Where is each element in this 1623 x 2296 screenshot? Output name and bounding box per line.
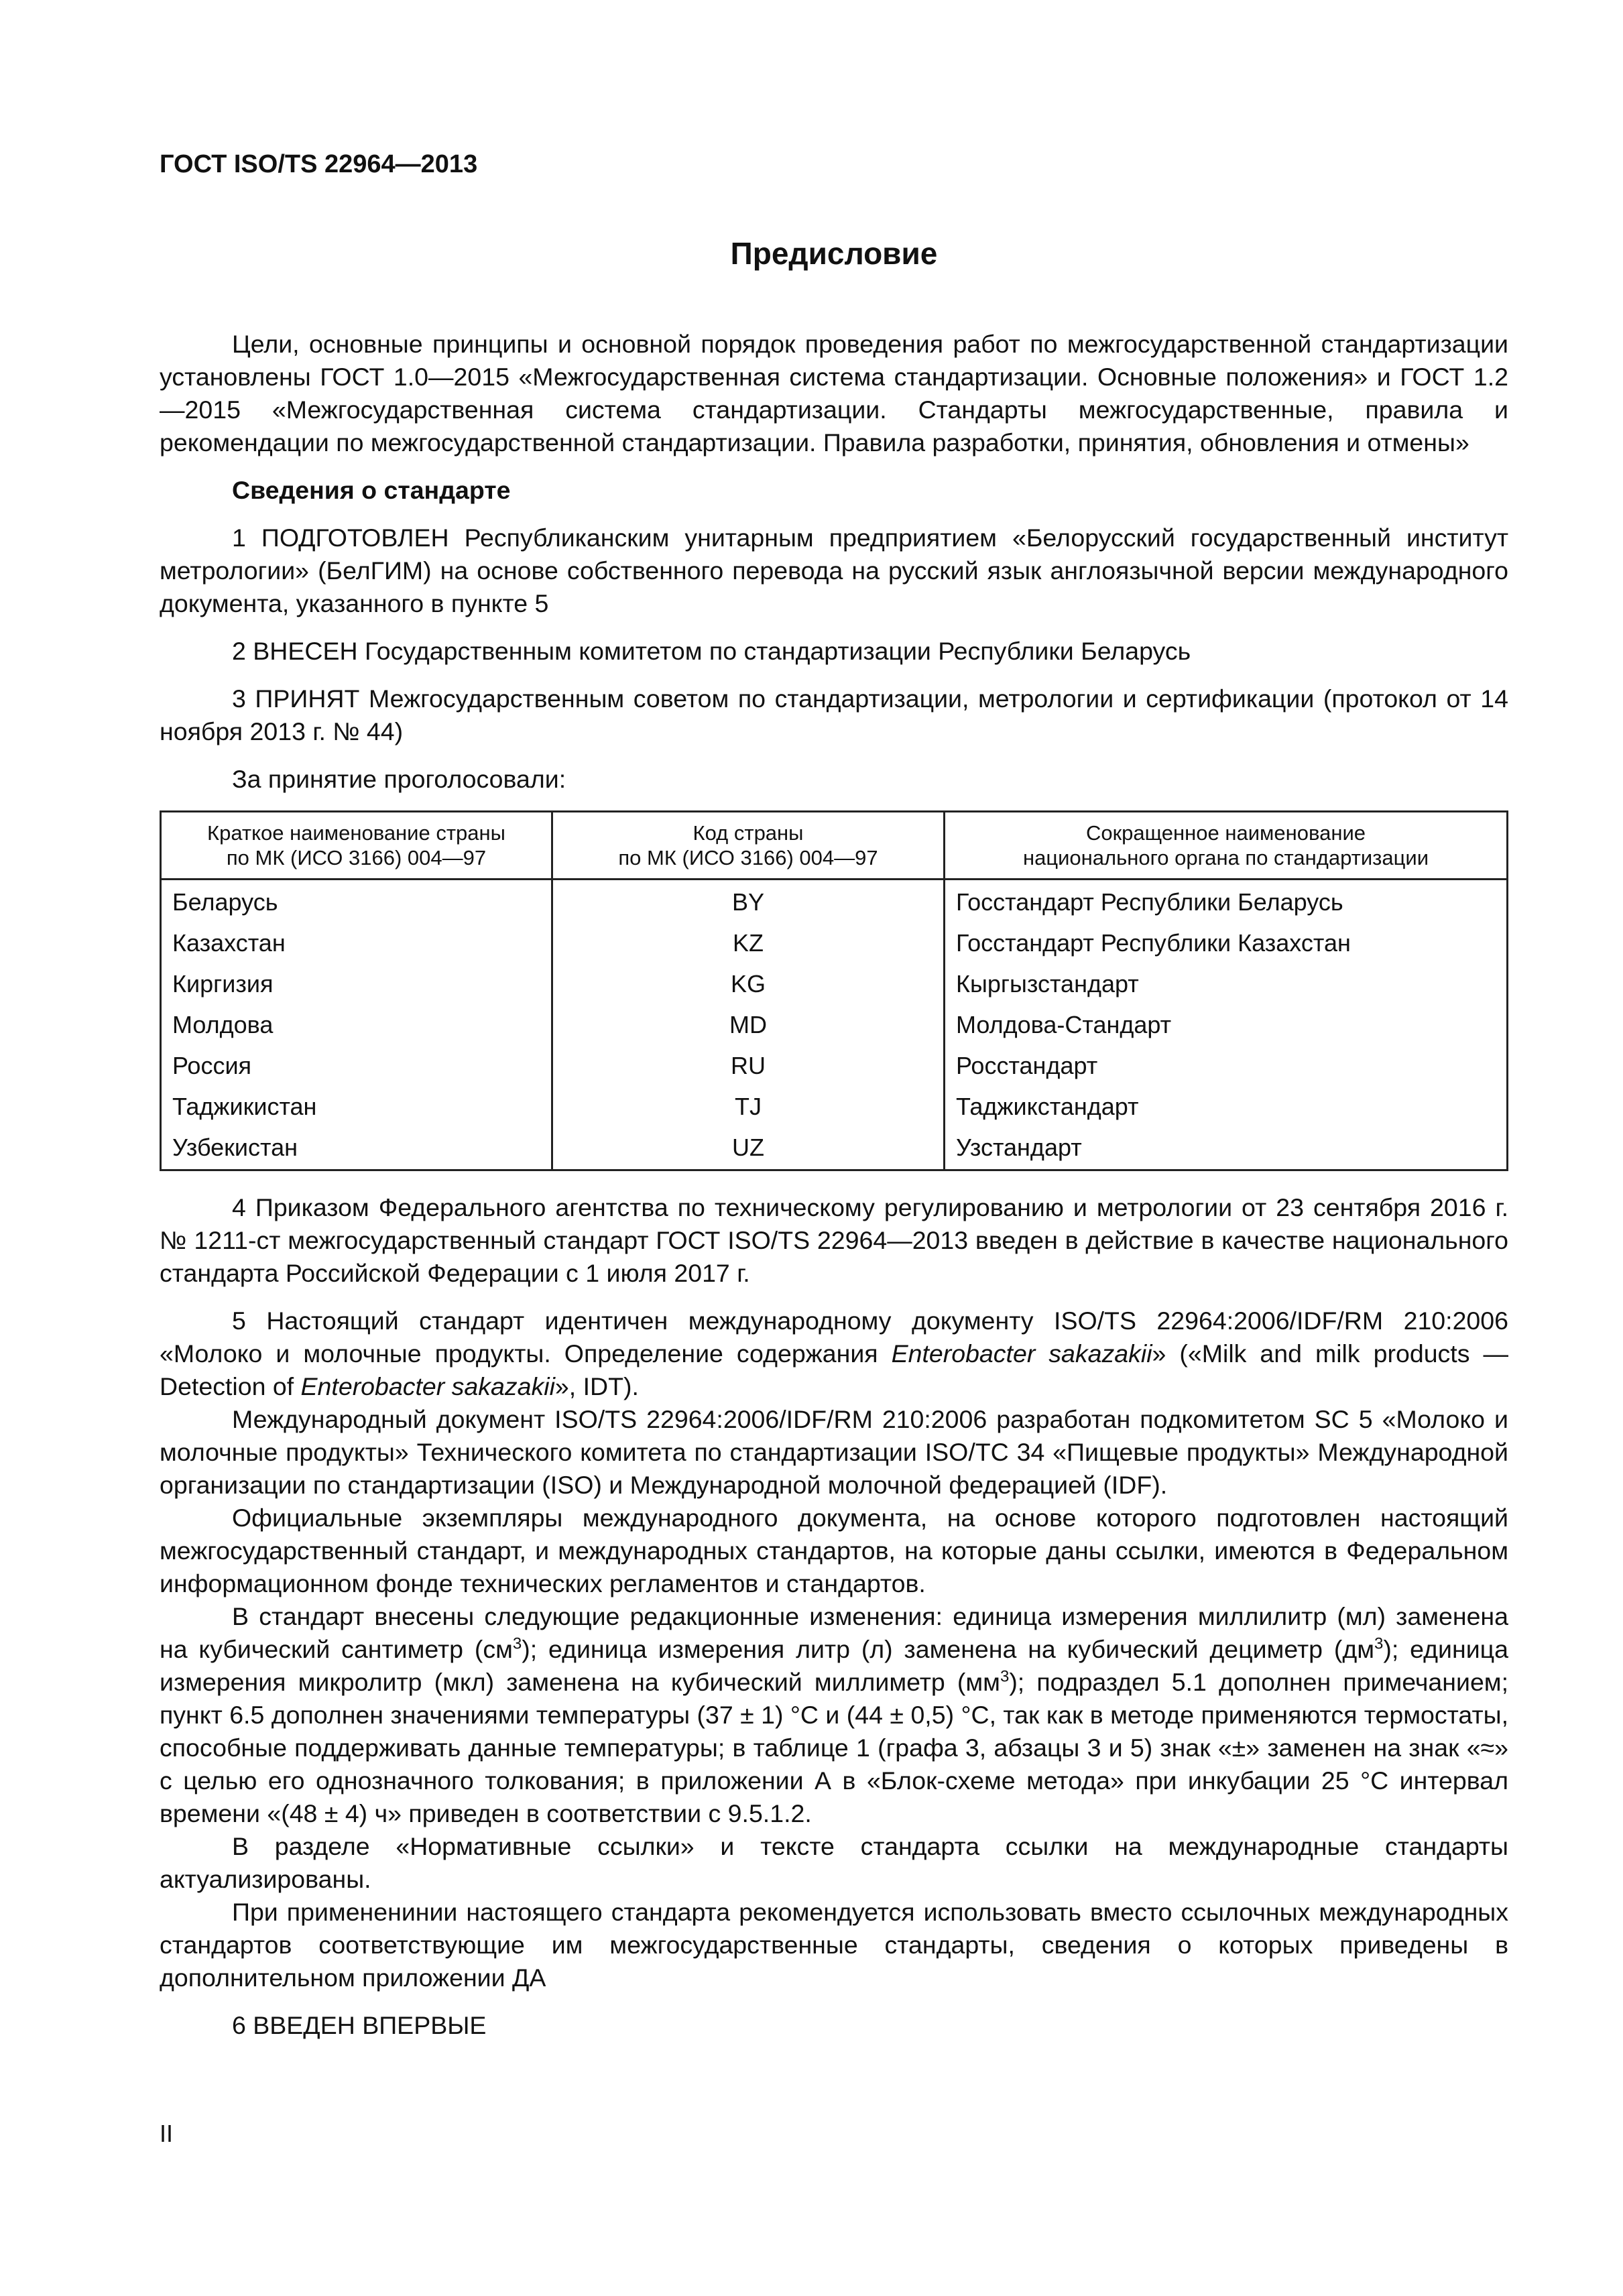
section-heading: Сведения о стандарте bbox=[232, 476, 511, 504]
page-content bbox=[160, 150, 1508, 2042]
item-5-changes-paragraph: В стандарт внесены следующие редакционные изменения: единица измерения миллилитр (мл) заменена на кубический сантиметр $(см^3)$; единица измерения литр (л) заменена на кубический дециметр $(дм^3)$; единица измерения микролитр (мкл) заменена на кубический миллиметр $(мм^3)$; подраздел 5.1 дополнен примечанием; пункт 6.5 дополнен значениями температуры (37 ± 1) °С и (44 ± 0,5) °С, так как в методе применяются термостаты, способные поддерживать данные температуры; в таблице 1 (графа 3, абзацы 3 и 5) знак «±» заменен на знак «≈» с целью его однозначного толкования; в приложении А в «Блок-схеме метода» при инкубации 25 °С интервал времени «(48 ± 4) ч» приведен в соответствии с 9.5.1.2. bbox=[160, 1602, 1508, 1827]
country-cell: Молдова bbox=[161, 1004, 552, 1045]
table-row bbox=[161, 963, 1508, 1004]
code-cell: KG bbox=[552, 963, 945, 1004]
item-4-paragraph: 4 Приказом Федерального агентства по техническому регулированию и метрологии от 23 сентября 2016 г. № 1211-ст межгосударственный стандарт ГОСТ ISO/TS 22964—2013 введен в действие в качестве национального стандарта Российской Федерации с 1 июля 2017 г. bbox=[160, 1193, 1508, 1287]
item-3-paragraph: 3 ПРИНЯТ Межгосударственным советом по стандартизации, метрологии и сертификации (протокол от 14 ноября 2013 г. № 44) bbox=[160, 684, 1508, 745]
code-cell: KZ bbox=[552, 922, 945, 963]
item-5-copies-paragraph: Официальные экземпляры международного документа, на основе которого подготовлен настоящий межгосударственный стандарт, и международных стандартов, на которые даны ссылки, имеются в Федеральном информационном фонде технических регламентов и стандартов. bbox=[160, 1504, 1508, 1597]
standards-body-cell: Госстандарт Республики Казахстан bbox=[945, 922, 1508, 963]
country-cell: Киргизия bbox=[161, 963, 552, 1004]
item-5-references-paragraph: В разделе «Нормативные ссылки» и тексте стандарта ссылки на международные стандарты актуализированы. bbox=[160, 1832, 1508, 1893]
table-header-row bbox=[161, 812, 1508, 880]
vote-label: За принятие проголосовали: bbox=[232, 765, 566, 793]
standards-body-cell: Кыргызстандарт bbox=[945, 963, 1508, 1004]
item-1-paragraph: 1 ПОДГОТОВЛЕН Республиканским унитарным предприятием «Белорусский государственный институт метрологии» (БелГИМ) на основе собственного перевода на русский язык англоязычной версии международного документа, указанного в пункте 5 bbox=[160, 524, 1508, 617]
intro-paragraph: Цели, основные принципы и основной порядок проведения работ по межгосударственной стандартизации установлены ГОСТ 1.0—2015 «Межгосударственная система стандартизации. Основные положения» и ГОСТ 1.2—2015 «Межгосударственная система стандартизации. Стандарты межгосударственные, правила и рекомендации по межгосударственной стандартизации. Правила разработки, принятия, обновления и отмены» bbox=[160, 330, 1508, 457]
table-row bbox=[161, 1127, 1508, 1170]
item-6-paragraph: 6 ВВЕДЕН ВПЕРВЫЕ bbox=[232, 2011, 487, 2039]
standards-body-cell: Росстандарт bbox=[945, 1045, 1508, 1086]
organism-name: Enterobacter sakazakii bbox=[891, 1339, 1152, 1368]
country-cell: Россия bbox=[161, 1045, 552, 1086]
document-code: ГОСТ ISO/TS 22964—2013 bbox=[160, 150, 478, 178]
code-cell: RU bbox=[552, 1045, 945, 1086]
country-cell: Таджикистан bbox=[161, 1086, 552, 1127]
standards-body-cell: Молдова-Стандарт bbox=[945, 1004, 1508, 1045]
standards-body-cell: Узстандарт bbox=[945, 1127, 1508, 1170]
item-5-developer-paragraph: Международный документ ISO/TS 22964:2006/IDF/RM 210:2006 разработан подкомитетом SC 5 «Молоко и молочные продукты» Технического комитета по стандартизации ISO/TC 34 «Пищевые продукты» Международной организации по стандартизации (ISO) и Международной молочной федерацией (IDF). bbox=[160, 1405, 1508, 1499]
item-5-application-paragraph: При примененинии настоящего стандарта рекомендуется использовать вместо ссылочных международных стандартов соответствующие им межгосударственные стандарты, сведения о которых приведены в дополнительном приложении ДА bbox=[160, 1898, 1508, 1992]
header-country-code: Код страны по МК (ИСО 3166) 004—97 bbox=[552, 812, 945, 880]
table-row bbox=[161, 880, 1508, 923]
page-title: Предисловие bbox=[730, 236, 938, 271]
standards-body-cell: Госстандарт Республики Беларусь bbox=[945, 880, 1508, 923]
header-country-name: Краткое наименование страны по МК (ИСО 3166) 004—97 bbox=[161, 812, 552, 880]
country-cell: Беларусь bbox=[161, 880, 552, 923]
country-cell: Узбекистан bbox=[161, 1127, 552, 1170]
organism-name: Enterobacter sakazakii bbox=[300, 1372, 555, 1400]
code-cell: TJ bbox=[552, 1086, 945, 1127]
standards-body-cell: Таджикстандарт bbox=[945, 1086, 1508, 1127]
table-row bbox=[161, 1086, 1508, 1127]
table-row bbox=[161, 1045, 1508, 1086]
page-number: II bbox=[160, 2120, 174, 2147]
country-cell: Казахстан bbox=[161, 922, 552, 963]
table-row bbox=[161, 1004, 1508, 1045]
code-cell: UZ bbox=[552, 1127, 945, 1170]
item-2-paragraph: 2 ВНЕСЕН Государственным комитетом по стандартизации Республики Беларусь bbox=[232, 637, 1191, 665]
voting-countries-table bbox=[160, 810, 1508, 1171]
header-standards-body: Сокращенное наименование национального органа по стандартизации bbox=[945, 812, 1508, 880]
code-cell: MD bbox=[552, 1004, 945, 1045]
table-row bbox=[161, 922, 1508, 963]
item-5-paragraph: 5 Настоящий стандарт идентичен международному документу ISO/TS 22964:2006/IDF/RM 210:2006 «Молоко и молочные продукты. Определение содержания Enterobacter sakazakii» («Milk and milk products — Detection of Enterobacter sakazakii», IDT). bbox=[160, 1307, 1508, 1400]
code-cell: BY bbox=[552, 880, 945, 923]
